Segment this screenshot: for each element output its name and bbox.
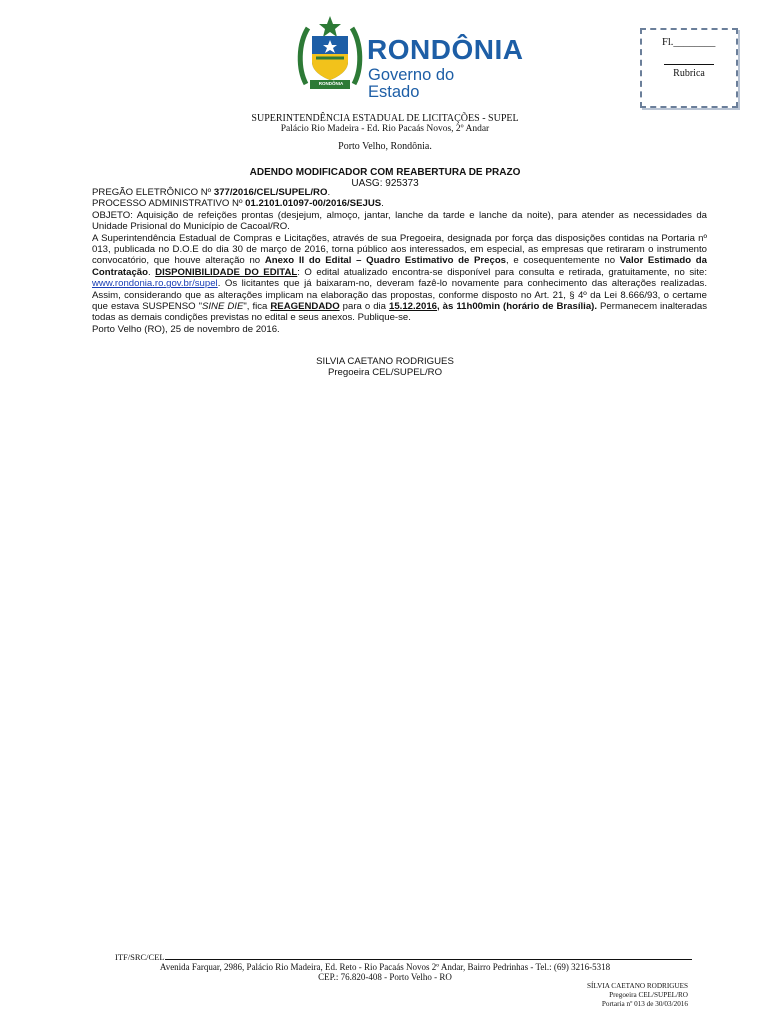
signature-role: Pregoeira CEL/SUPEL/RO xyxy=(327,367,443,378)
footer-address: Avenida Farquar, 2986, Palácio Rio Madeira, Ed. Reto - Rio Pacaás Novos 2º Andar, Bairro Pedrinhas - Tel.: (69) 3216-5318 xyxy=(159,962,611,972)
footer-signature-block xyxy=(587,982,688,1009)
processo-line: PROCESSO ADMINISTRATIVO Nº 01.2101.01097-00/2016/SEJUS. xyxy=(92,198,384,210)
anexo-ii-bold: Anexo II do Edital – Quadro Estimativo de Preços xyxy=(264,255,507,267)
date-line: Porto Velho (RO), 25 de novembro de 2016. xyxy=(92,323,280,335)
agency-name: SUPERINTENDÊNCIA ESTADUAL DE LICITAÇÕES - SUPEL xyxy=(251,113,519,124)
footer-ref-code: ITF/SRC/CEL xyxy=(115,952,165,962)
main-paragraph xyxy=(92,233,707,324)
notice-body xyxy=(92,187,707,335)
disponibilidade-heading: DISPONIBILIDADE DO EDITAL xyxy=(155,266,298,278)
pregao-number: 377/2016/CEL/SUPEL/RO xyxy=(213,187,328,198)
reagendado-bold: REAGENDADO xyxy=(270,301,340,313)
sine-die-italic: SINE DIE xyxy=(201,301,244,313)
rubrica-label: Rubrica xyxy=(673,68,705,79)
footer-sig-role: Pregoeira CEL/SUPEL/RO xyxy=(609,991,688,999)
footer-reference xyxy=(115,951,692,962)
logo-subtitle: Governo do Estado xyxy=(368,66,455,101)
folio-stamp xyxy=(640,28,738,108)
new-date-bold: 15.12.2016 xyxy=(389,301,438,313)
new-time-bold: , às 11h00min (horário de Brasília). xyxy=(437,301,598,313)
seal-text: RONDÔNIA xyxy=(318,81,344,86)
rubrica-line xyxy=(664,64,714,65)
processo-label: PROCESSO ADMINISTRATIVO Nº xyxy=(92,198,246,210)
p1-text-e: . xyxy=(147,266,156,278)
rondonia-logo xyxy=(296,14,524,101)
footer-rule xyxy=(165,951,692,960)
p1-text-a: A Superintendência Estadual de Compras e Licitações, através de sua Pregoeira, designada por força das disposições contidas na Portaria nº 013, publicada no D.O.E do dia 30 de março de 2016, torna público aos interessados, em especial, as empresas que retiraram o instrumento convocatório, que houve alteração no xyxy=(92,232,707,267)
p1-text-l: para o dia xyxy=(339,301,389,313)
p1-text-g: : O edital atualizado encontra-se disponível para consulta e retirada, gratuitamente, no site: xyxy=(297,266,707,278)
p1-text-j: ", fica xyxy=(243,301,271,313)
notice-title: ADENDO MODIFICADOR COM REABERTURA DE PRAZO xyxy=(249,167,521,178)
valor-estimado-bold: Valor Estimado da Contratação xyxy=(92,255,707,278)
signature-name: SILVIA CAETANO RODRIGUES xyxy=(316,356,454,367)
uasg-line: UASG: 925373 xyxy=(351,178,419,189)
p1-text-h: . Os licitantes que já baixaram-no, deveram fazê-lo novamente para conhecimento das alterações realizadas. Assim, considerando que as alterações implicam na elaboração das propostas, conforme disposto no Art. 21, § 4º da Lei 8.666/93, o certame que estava SUSPENSO " xyxy=(92,278,707,313)
footer-cep: CEP.: 76.820-408 - Porto Velho - RO xyxy=(318,972,452,982)
objeto-paragraph: OBJETO: Aquisição de refeições prontas (desjejum, almoço, jantar, lanche da tarde e lanche da noite), para atender as necessidades da Unidade Prisional do Município de Cacoal/RO. xyxy=(92,209,707,233)
pregao-line: PREGÃO ELETRÔNICO Nº 377/2016/CEL/SUPEL/RO. xyxy=(92,187,331,198)
footer-sig-name: SÍLVIA CAETANO RODRIGUES xyxy=(587,982,688,990)
p1-text-c: , e cosequentemente no xyxy=(506,255,620,267)
agency-city: Porto Velho, Rondônia. xyxy=(338,141,432,152)
p1-text-o: Permanecem inalteradas todas as demais condições previstas no edital e seus anexos. Publique-se. xyxy=(92,301,707,324)
logo-title: RONDÔNIA xyxy=(367,34,524,65)
agency-address: Palácio Rio Madeira - Ed. Rio Pacaás Novos, 2º Andar xyxy=(280,124,490,134)
pregao-label: PREGÃO ELETRÔNICO Nº xyxy=(92,187,214,198)
supel-site-link[interactable]: www.rondonia.ro.gov.br/supel xyxy=(92,278,218,290)
processo-number: 01.2101.01097-00/2016/SEJUS xyxy=(245,198,382,210)
folio-label: Fl.________ xyxy=(662,37,716,48)
footer-sig-portaria: Portaria nº 013 de 30/03/2016 xyxy=(601,1000,688,1008)
